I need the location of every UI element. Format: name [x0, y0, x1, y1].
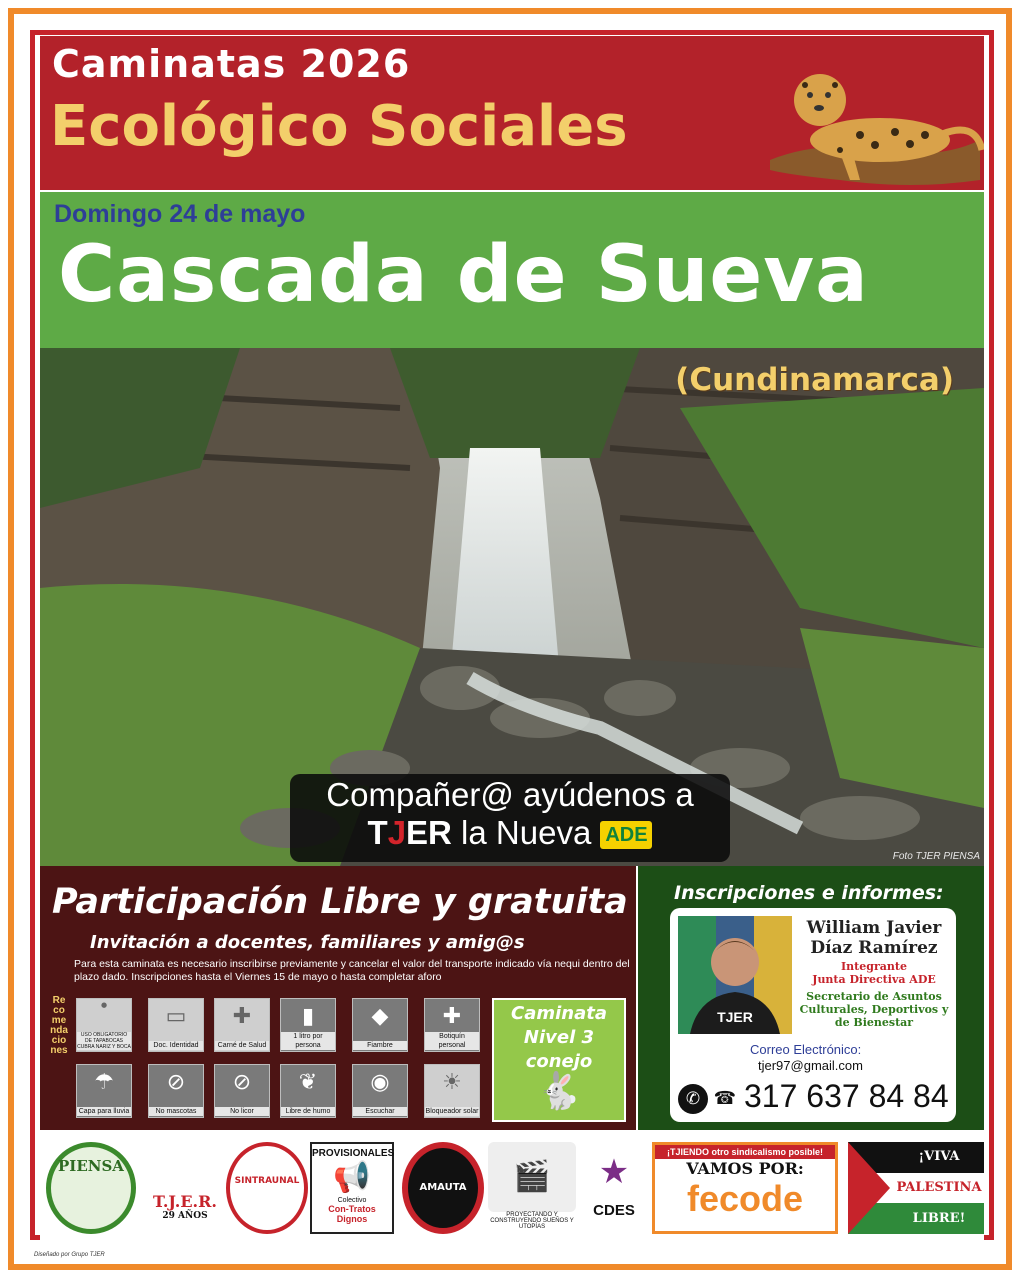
tile-label: No licor: [215, 1107, 269, 1116]
megaphone-icon: 📢: [333, 1160, 371, 1195]
cdes-text: CDES: [593, 1202, 635, 1219]
participation-panel: [40, 866, 636, 1130]
tile-label: Escuchar: [353, 1107, 407, 1116]
contact-role: [796, 960, 952, 986]
contact-title: Inscripciones e informes:: [674, 882, 944, 904]
event-place: Cascada de Sueva: [58, 230, 869, 320]
tjer-logo: [150, 1142, 220, 1234]
tile-listen: [352, 1064, 408, 1118]
contact-portrait: [678, 916, 792, 1034]
listen-icon: ◉: [370, 1070, 390, 1095]
proyectando-text: PROYECTANDO Y CONSTRUYENDO SUEÑOS Y UTOPÍAS: [490, 1212, 574, 1230]
waterfall-photo: [40, 348, 984, 866]
person-portrait-icon: [678, 916, 792, 1034]
tile-water: [280, 998, 336, 1052]
contact-role-line1: Integrante: [841, 960, 907, 973]
no-alcohol-icon: ⊘: [232, 1070, 252, 1095]
support-message-box: [290, 774, 730, 862]
amauta-logo: [402, 1142, 484, 1234]
recommendations-label: Recomendaciones: [50, 995, 68, 1056]
tile-label: USO OBLIGATORIO DE TAPABOCAS CUBRA NARIZ Y BOCA: [77, 1032, 131, 1050]
cellphone-icon: ☎: [713, 1088, 737, 1109]
tile-id: [148, 998, 204, 1052]
event-date: Domingo 24 de mayo: [54, 200, 306, 228]
ade-logo: ADE: [600, 821, 652, 849]
jaguar-illustration-icon: [760, 40, 984, 190]
contact-name: [796, 918, 952, 958]
sponsor-logos: [40, 1134, 984, 1242]
water-bottle-icon: ▮: [301, 1004, 315, 1029]
provis-contratos: Con-Tratos Dignos: [328, 1204, 376, 1224]
tile-first-aid: [424, 998, 480, 1052]
food-icon: ◆: [371, 1004, 389, 1029]
tjer-years: 29 AÑOS: [162, 1211, 208, 1221]
piensa-logo: [46, 1142, 136, 1234]
provis-colectivo: Colectivo: [337, 1197, 367, 1204]
photo-credit: Foto TJER PIENSA: [892, 851, 980, 862]
lungs-icon: ❦: [298, 1070, 318, 1095]
no-pets-icon: ⊘: [166, 1070, 186, 1095]
designer-credit: Diseñado por Grupo TJER: [34, 1252, 105, 1258]
event-region: (Cundinamarca): [675, 362, 954, 398]
proyectando-logo: [488, 1142, 576, 1234]
fecode-banner: [652, 1142, 838, 1234]
mask-icon: ●: [100, 1001, 108, 1009]
difficulty-level-badge: [492, 998, 626, 1122]
health-card-icon: ✚: [232, 1004, 252, 1029]
contact-name-line1: William Javier: [806, 918, 942, 938]
email-address[interactable]: tjer97@gmail.com: [758, 1058, 863, 1073]
header-banner: [40, 36, 984, 190]
tile-label: 1 litro por persona: [281, 1032, 335, 1050]
contact-card: [670, 908, 956, 1122]
tjer-name: T.J.E.R.: [153, 1192, 217, 1211]
sintraunal-logo: [226, 1142, 308, 1234]
tile-mask: [76, 998, 132, 1052]
palestine-line3: LIBRE!: [912, 1211, 966, 1226]
sunscreen-icon: ☀: [442, 1070, 462, 1095]
tile-label: Carné de Salud: [215, 1041, 269, 1050]
tile-label: Doc. Identidad: [149, 1041, 203, 1050]
cdes-logo: [580, 1142, 648, 1234]
tile-food: [352, 998, 408, 1052]
registration-note: Para esta caminata es necesario inscribirse previamente y cancelar el valor del transporte indicado vía nequi dentro del plazo dado. Inscripciones hasta el Viernes 15 de mayo o hasta completar aforo: [74, 958, 630, 983]
tile-raincoat: [76, 1064, 132, 1118]
tile-label: Bloqueador solar: [425, 1108, 479, 1115]
contact-role-line2: Junta Directiva ADE: [812, 973, 936, 986]
star-flag-icon: ★: [598, 1153, 630, 1191]
invitation-text: Invitación a docentes, familiares y amig@s: [90, 932, 525, 953]
fecode-wordmark: fecode: [686, 1178, 804, 1219]
support-message-rest: la Nueva: [451, 814, 601, 851]
first-aid-icon: ✚: [442, 1004, 462, 1029]
event-banner: [40, 192, 984, 348]
header-subtitle: Caminatas 2026: [52, 42, 411, 86]
phone-number[interactable]: 317 637 84 84: [744, 1078, 949, 1114]
sintra-text: SINTRAUNAL: [234, 1176, 300, 1186]
provis-title: PROVISIONALES: [312, 1148, 395, 1159]
contact-position: Secretario de Asuntos Culturales, Deportivos y de Bienestar: [799, 990, 949, 1029]
support-message-line2: [290, 814, 730, 852]
support-message-line1: Compañer@ ayúdenos a: [326, 776, 694, 813]
tjer-letter-t: T: [367, 814, 388, 851]
amauta-text: AMAUTA: [419, 1182, 467, 1193]
whatsapp-icon: ✆: [678, 1084, 708, 1114]
tile-no-pets: [148, 1064, 204, 1118]
tile-sunscreen: [424, 1064, 480, 1118]
email-label: Correo Electrónico:: [750, 1042, 862, 1057]
palestine-line2: PALESTINA: [896, 1180, 982, 1195]
piensa-text: PIENSA: [58, 1157, 124, 1175]
provisionales-logo: [310, 1142, 394, 1234]
tile-label: Fiambre: [353, 1041, 407, 1050]
tjer-wordmark: [368, 814, 452, 851]
director-chair-icon: 🎬: [488, 1142, 576, 1212]
id-card-icon: ▭: [165, 1004, 187, 1029]
fecode-vamos: VAMOS POR:: [686, 1159, 804, 1178]
tile-health-card: [214, 998, 270, 1052]
level-line2: Nivel 3: [523, 1027, 595, 1048]
contact-name-line2: Díaz Ramírez: [810, 938, 938, 958]
level-line3: conejo: [525, 1051, 593, 1072]
tile-smoke-free: [280, 1064, 336, 1118]
fecode-slogan: ¡TJIENDO otro sindicalismo posible!: [655, 1145, 835, 1159]
tjer-letter-j: J: [387, 814, 407, 851]
level-line1: Caminata: [511, 1003, 607, 1024]
tile-label: Libre de humo: [281, 1107, 335, 1116]
tile-label: No mascotas: [149, 1107, 203, 1116]
shirt-text: TJER: [717, 1009, 753, 1025]
raincoat-icon: ☂: [94, 1070, 114, 1095]
participation-title: Participación Libre y gratuita: [52, 882, 628, 922]
header-title: Ecológico Sociales: [50, 94, 628, 159]
tile-label: Botiquín personal: [425, 1032, 479, 1050]
palestine-flag-banner: [848, 1142, 984, 1234]
flag-triangle: [848, 1142, 890, 1234]
palestine-line1: ¡VIVA: [918, 1149, 960, 1164]
contact-panel: [638, 866, 984, 1130]
tile-no-alcohol: [214, 1064, 270, 1118]
tile-label: Capa para lluvia: [78, 1108, 130, 1115]
rabbit-icon: 🐇: [536, 1071, 582, 1112]
tjer-letters-er: ER: [406, 814, 452, 851]
